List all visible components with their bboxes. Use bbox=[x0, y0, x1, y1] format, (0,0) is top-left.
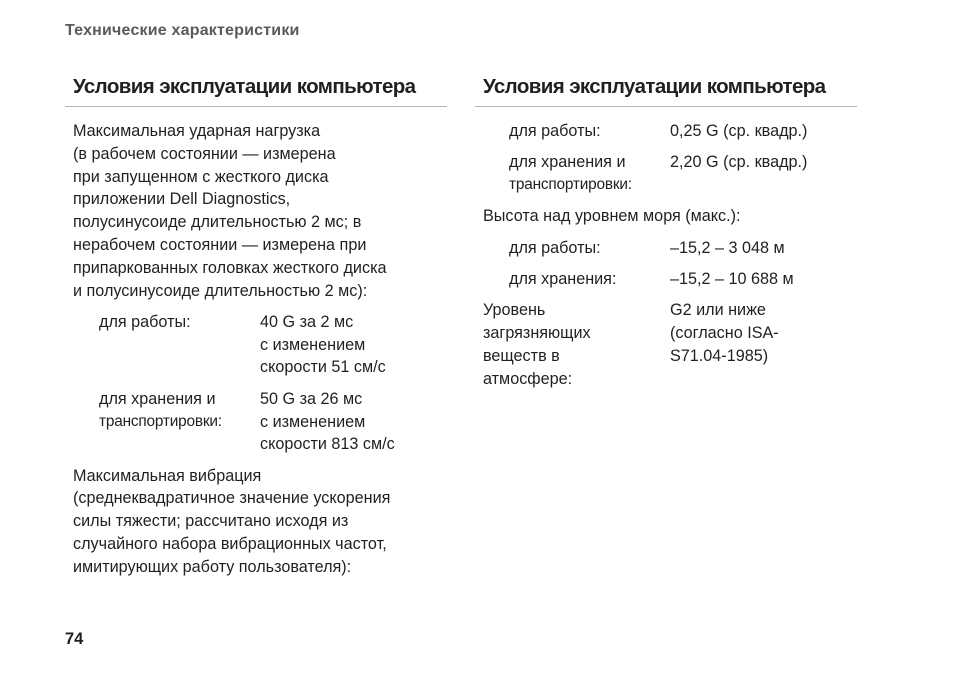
spec-value-line: 0,25 G (ср. квадр.) bbox=[670, 122, 808, 140]
spec-value-line: (согласно ISA- bbox=[670, 324, 779, 343]
spec-row-contaminants bbox=[475, 299, 857, 390]
text-line: приложении Dell Diagnostics, bbox=[73, 190, 291, 209]
text-line: имитирующих работу пользователя): bbox=[73, 557, 352, 576]
text-line: (в рабочем состоянии — измерена bbox=[73, 144, 336, 163]
text-line: силы тяжести; рассчитано исходя из bbox=[73, 512, 349, 531]
spec-row-altitude-operating bbox=[475, 237, 857, 260]
spec-value bbox=[670, 268, 857, 291]
text-line: Максимальная вибрация bbox=[73, 466, 262, 485]
spec-label bbox=[509, 268, 670, 291]
spec-value bbox=[260, 388, 447, 456]
spec-row-altitude-storage bbox=[475, 268, 857, 291]
text-line: полусинусоиде длительностью 2 мс; в bbox=[73, 213, 362, 232]
spec-value-line: с изменением bbox=[260, 412, 366, 431]
text-line: нерабочем состоянии — измерена при bbox=[73, 235, 367, 254]
spec-value-line: 50 G за 26 мс bbox=[260, 389, 363, 408]
spec-label-line: для хранения: bbox=[509, 269, 617, 288]
spec-value bbox=[260, 311, 447, 379]
spec-value bbox=[670, 151, 857, 197]
spec-label bbox=[509, 151, 670, 197]
spec-row-shock-storage bbox=[65, 388, 447, 456]
spec-label-line: для работы: bbox=[99, 312, 191, 331]
text-line: случайного набора вибрационных частот, bbox=[73, 535, 387, 554]
spec-label-line: атмосфере: bbox=[483, 369, 573, 388]
section-title-left: Условия эксплуатации компьютера bbox=[65, 72, 447, 107]
spec-row-vibration-operating bbox=[475, 120, 857, 143]
spec-value-line: скорости 51 см/с bbox=[260, 358, 386, 377]
spec-label bbox=[483, 299, 670, 390]
spec-label-line: для работы: bbox=[509, 238, 601, 257]
page-number: 74 bbox=[65, 630, 84, 648]
spec-value-line: G2 или ниже bbox=[670, 301, 766, 320]
spec-value-line: 2,20 G (ср. квадр.) bbox=[670, 153, 808, 172]
running-header: Технические характеристики bbox=[65, 22, 300, 39]
text-line: Максимальная ударная нагрузка bbox=[73, 122, 321, 140]
spec-value-line: скорости 813 см/с bbox=[260, 435, 395, 454]
text-line: и полусинусоиде длительностью 2 мс): bbox=[73, 281, 368, 300]
spec-label-line: веществ в bbox=[483, 346, 560, 365]
spec-value-line: с изменением bbox=[260, 335, 366, 354]
spec-label-line: Уровень bbox=[483, 301, 546, 320]
spec-label bbox=[509, 120, 670, 143]
spec-value-line: –15,2 – 10 688 м bbox=[670, 269, 794, 288]
altitude-intro: Высота над уровнем моря (макс.): bbox=[483, 207, 741, 226]
spec-value-line: –15,2 – 3 048 м bbox=[670, 238, 785, 257]
spec-row-shock-operating bbox=[65, 311, 447, 379]
text-line: припаркованных головках жесткого диска bbox=[73, 258, 387, 277]
shock-intro-paragraph bbox=[73, 120, 447, 302]
spec-value-line: S71.04-1985) bbox=[670, 346, 769, 365]
spec-label-line: для хранения и bbox=[99, 389, 216, 408]
text-line: при запущенном с жесткого диска bbox=[73, 167, 329, 186]
vibration-intro-paragraph bbox=[73, 465, 447, 579]
spec-label bbox=[99, 388, 260, 456]
spec-value bbox=[670, 237, 857, 260]
spec-row-vibration-storage bbox=[475, 151, 857, 197]
spec-label-line: загрязняющих bbox=[483, 324, 591, 343]
spec-label-line: для хранения и bbox=[509, 153, 626, 172]
spec-label bbox=[99, 311, 260, 379]
spec-label-line: транспортировки: bbox=[509, 176, 632, 194]
spec-label-line: транспортировки: bbox=[99, 412, 222, 430]
spec-label-line: для работы: bbox=[509, 122, 601, 140]
right-column bbox=[475, 72, 857, 390]
left-column bbox=[65, 72, 447, 579]
section-title-right: Условия эксплуатации компьютера bbox=[475, 72, 857, 107]
spec-label bbox=[509, 237, 670, 260]
spec-value-line: 40 G за 2 мс bbox=[260, 312, 354, 331]
text-line: (среднеквадратичное значение ускорения bbox=[73, 489, 391, 508]
spec-value bbox=[670, 299, 857, 390]
spec-value bbox=[670, 120, 857, 143]
